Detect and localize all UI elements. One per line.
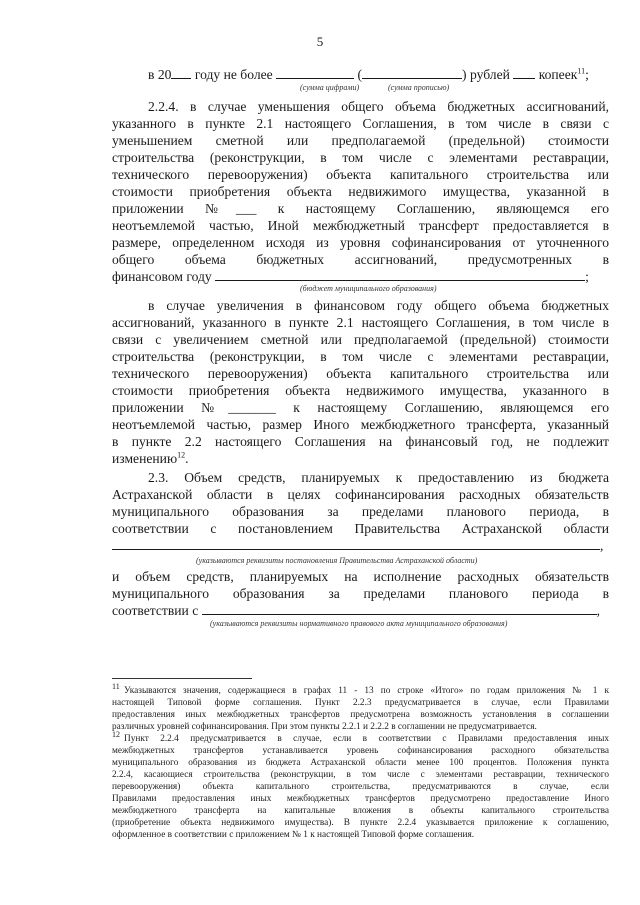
footnote-12-line: межбюджетных трансфертов устанавливается уровень софинансирования расходного обязательства — [112, 746, 609, 756]
year-prefix: в 20 — [148, 67, 172, 82]
para-increase-line: в пункте 2.2 настоящего Соглашения на финансовый год, не подлежит — [112, 434, 609, 449]
footnote-ref-11: 11 — [577, 66, 586, 76]
para-224-line: размере, определенном исходя из уровня софинансирования от уточненного — [112, 235, 609, 250]
gov-decree-line — [112, 537, 609, 554]
para-224-line: 2.2.4. в случае уменьшения общего объема бюджетных ассигнований, — [148, 99, 609, 114]
para-224-line: уменьшением сметной или предполагаемой (предельной) стоимости — [112, 133, 609, 148]
footnote-12-line: Пункт 2.2.4 предусматривается в случае, если в соответствии с Правилами предоставления иных — [124, 734, 609, 744]
fin-year-line — [112, 268, 609, 285]
para-23-line: Астраханской области в целях софинансирования расходных обязательств — [112, 487, 609, 502]
year-blank — [171, 66, 191, 79]
caption-sum-digits: (сумма цифрами) — [300, 83, 360, 92]
page-number: 5 — [316, 34, 324, 49]
footnote-separator — [112, 678, 252, 679]
para-23-line: соответствии с постановлением Правительства Астраханской области — [112, 521, 609, 536]
budget-blank — [215, 268, 585, 281]
fin-year-end: ; — [585, 269, 589, 284]
municipal-act-blank — [202, 602, 597, 615]
fn11-mark: 11 — [112, 681, 120, 691]
para-increase-line: связи с увеличением сметной или предполагаемой (предельной) стоимости — [112, 332, 609, 347]
paren-open: ( — [357, 67, 363, 82]
para-increase-last-line — [112, 450, 609, 467]
para-increase-line: неотъемлемой частью, размер Иного межбюджетного трансферта, указанный — [112, 417, 609, 432]
caption-budget: (бюджет муниципального образования) — [300, 284, 437, 293]
sum-digits-blank — [276, 66, 354, 79]
para-224-line: неотъемлемой частью, Иной межбюджетный трансферт предоставляется в — [112, 218, 609, 233]
para-increase-line: технического перевооружения) объекта капитального строительства или — [112, 366, 609, 381]
footnote-12-line: перевооружения) объекта капитального строительства, предусматриваются в случае, если — [112, 782, 609, 792]
para-increase-last-text: изменению — [112, 451, 178, 466]
para-increase-line: ассигнований, указанного в пункте 2.1 настоящего Соглашения, в том числе в — [112, 315, 609, 330]
para-23-line: муниципального образования за пределами планового периода, в — [112, 504, 609, 519]
rubles-label: рублей — [469, 67, 510, 82]
para-224-line: технического перевооружения) объекта капитального строительства или — [112, 167, 609, 182]
footnote-12-line: муниципального образования из бюджета Астраханской области менее 100 процентов. Положения пункта — [112, 758, 609, 768]
fin-year-label: финансовом году — [112, 269, 212, 284]
para-increase-line: строительства (реконструкции, в том числе с элементами реставрации, — [112, 349, 609, 364]
para-23b-line: и объем средств, планируемых на исполнение расходных обязательств — [112, 569, 609, 584]
kopeks-blank — [513, 66, 535, 79]
footnote-12-line: 2.2.4, касающиеся строительства (реконструкции, в том числе с элементами реставрации, технического — [112, 770, 609, 780]
para-23b-last-text: соответствии с — [112, 603, 199, 618]
para-224-line: стоимости приобретения объекта недвижимого имущества, указанной в — [112, 184, 609, 199]
para-23-line: 2.3. Объем средств, планируемых к предоставлению из бюджета — [148, 470, 609, 485]
footnote-11-line: предоставления иных межбюджетных трансфертов предусмотрена возможность установления в соглашении — [112, 710, 609, 720]
fn12-mark: 12 — [112, 729, 120, 739]
gov-decree-end: , — [600, 538, 604, 553]
para-23b-line: муниципального образования за пределами планового периода в — [112, 586, 609, 601]
year-label: году не более — [194, 67, 273, 82]
footnote-ref-12: 12 — [177, 450, 186, 460]
para-224-line: общего объема бюджетных ассигнований, предусмотренных в — [112, 252, 609, 267]
para-224-line: приложении №___ к настоящему Соглашению, являющемся его — [112, 201, 609, 216]
footnote-12-line: оформленное в соответствии с приложением № 1 к настоящей Типовой форме соглашения. — [112, 830, 475, 840]
municipal-act-line — [112, 602, 609, 619]
amount-line-end: ; — [585, 67, 589, 82]
para-224-line: строительства (реконструкции, в том числе с элементами реставрации, — [112, 150, 609, 165]
caption-municipal-act: (указываются реквизиты нормативного правового акта муниципального образования) — [210, 619, 508, 628]
para-224-line: указанного в пункте 2.1 настоящего Соглашения, в том числе в связи с — [112, 116, 609, 131]
sum-words-blank — [362, 66, 462, 79]
footnote-12-line: Правилами предоставления иных межбюджетных трансфертов предусмотрено предоставление Иного — [112, 794, 609, 804]
kopeks-label: копеек — [538, 67, 578, 82]
caption-sum-words: (сумма прописью) — [388, 83, 450, 92]
para-increase-line: приложении №_______ к настоящему Соглашению, являющемся его — [112, 400, 609, 415]
footnote-12-line: межбюджетного трансферта на капитальные вложения в объекты капитального строительства — [112, 806, 609, 816]
gov-decree-blank — [112, 537, 600, 550]
footnote-12-line: (приобретение объекта недвижимого имущества). В пункте 2.2.4 указывается приложение к соглашению, — [112, 818, 609, 828]
footnote-11-line: различных уровней софинансирования. При этом пункты 2.2.1 и 2.2.2 в соглашении не предусматривается. — [112, 722, 537, 732]
footnote-11-line: Указываются значения, содержащиеся в графах 11 - 13 по строке «Итого» по годам приложения № 1 к — [124, 686, 609, 696]
para-increase-line: стоимости приобретения объекта недвижимого имущества, указанного в — [112, 383, 609, 398]
para-increase-line: в случае увеличения в финансовом году общего объема бюджетных — [148, 298, 609, 313]
para-increase-end: . — [185, 451, 189, 466]
caption-gov-decree: (указываются реквизиты постановления Правительства Астраханской области) — [196, 556, 478, 565]
paren-close: ) — [462, 67, 467, 82]
municipal-act-end: , — [596, 603, 601, 618]
footnote-11-line: настоящей Типовой форме соглашения. Пункт 2.2.3 предусматривается в случае, если Правилами — [112, 698, 609, 708]
amount-line — [148, 66, 609, 83]
